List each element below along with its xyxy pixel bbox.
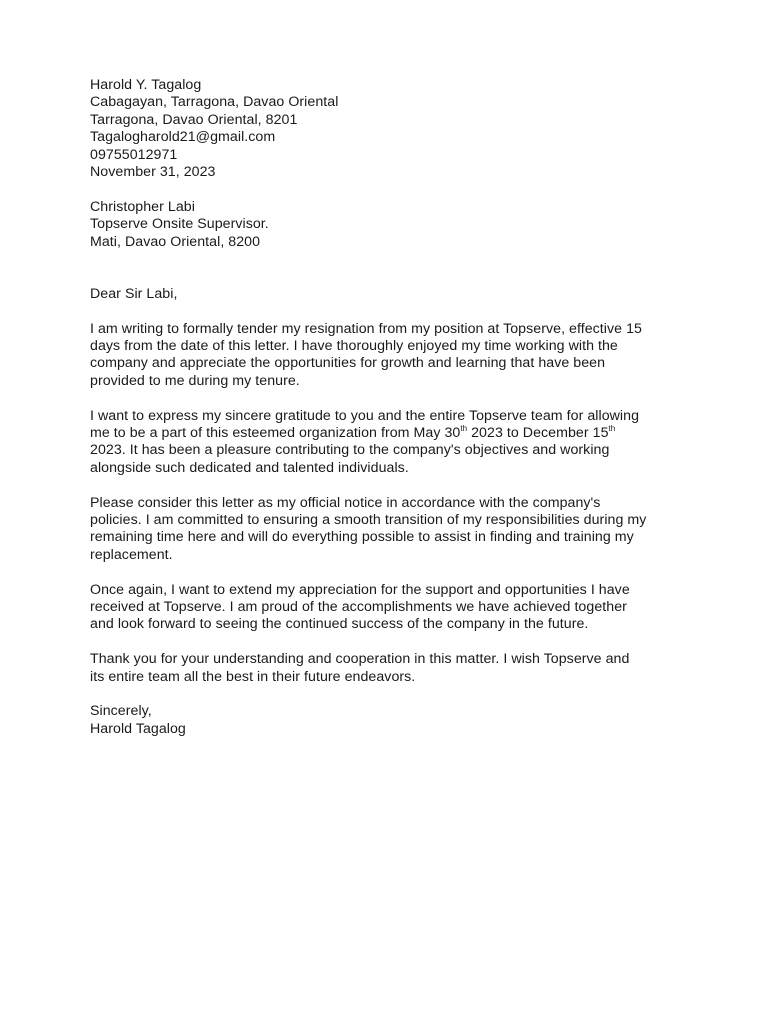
paragraph-gratitude [90, 408, 690, 478]
letter-body [90, 77, 690, 738]
recipient-title: Topserve Onsite Supervisor. [90, 216, 269, 233]
recipient-name: Christopher Labi [90, 198, 195, 215]
spacer [90, 268, 690, 285]
paragraph-appreciation [90, 582, 690, 634]
paragraph-notice [90, 495, 690, 565]
paragraph-line: provided to me during my tenure. [90, 372, 300, 389]
text-fragment: 2023 to December 15 [467, 425, 609, 442]
salutation-text: Dear Sir Labi, [90, 285, 178, 302]
paragraph-line: days from the date of this letter. I have thoroughly enjoyed my time working with the [90, 338, 618, 355]
signature-name: Harold Tagalog [90, 720, 186, 737]
paragraph-line: its entire team all the best in their future endeavors. [90, 668, 416, 685]
paragraph-line: Thank you for your understanding and cooperation in this matter. I wish Topserve and [90, 651, 630, 668]
spacer [90, 303, 690, 320]
sender-block [90, 77, 690, 181]
paragraph-line: I want to express my sincere gratitude to you and the entire Topserve team for allowing [90, 407, 640, 424]
salutation [90, 286, 690, 303]
ordinal-suffix: th [608, 424, 616, 434]
recipient-address: Mati, Davao Oriental, 8200 [90, 233, 261, 250]
paragraph-thanks [90, 651, 690, 686]
spacer [90, 564, 690, 581]
paragraph-line: alongside such dedicated and talented individuals. [90, 459, 409, 476]
text-fragment: me to be a part of this esteemed organization from May 30 [90, 425, 461, 442]
letter-date: November 31, 2023 [90, 164, 216, 181]
paragraph-line: policies. I am committed to ensuring a smooth transition of my responsibilities during my [90, 512, 647, 529]
sender-email: Tagalogharold21@gmail.com [90, 129, 276, 146]
paragraph-resignation [90, 321, 690, 391]
paragraph-line: received at Topserve. I am proud of the accomplishments we have achieved together [90, 599, 627, 616]
closing-text: Sincerely, [90, 703, 152, 720]
paragraph-line: company and appreciate the opportunities for growth and learning that have been [90, 355, 606, 372]
paragraph-line: 2023. It has been a pleasure contributing to the company's objectives and working [90, 442, 610, 459]
paragraph-line: Please consider this letter as my official notice in accordance with the company's [90, 494, 601, 511]
spacer [90, 634, 690, 651]
paragraph-line: I am writing to formally tender my resignation from my position at Topserve, effective 15 [90, 320, 642, 337]
spacer [90, 390, 690, 407]
paragraph-line [90, 425, 690, 442]
sender-name: Harold Y. Tagalog [90, 77, 202, 93]
spacer [90, 477, 690, 494]
ordinal-suffix: th [460, 424, 468, 434]
recipient-block [90, 199, 690, 251]
spacer [90, 686, 690, 703]
closing-block [90, 703, 690, 738]
sender-phone: 09755012971 [90, 146, 178, 163]
spacer [90, 181, 690, 198]
paragraph-line: and look forward to seeing the continued success of the company in the future. [90, 616, 589, 633]
sender-address-line2: Tarragona, Davao Oriental, 8201 [90, 111, 298, 128]
spacer [90, 251, 690, 268]
paragraph-line: replacement. [90, 546, 173, 563]
sender-address-line1: Cabagayan, Tarragona, Davao Oriental [90, 94, 339, 111]
paragraph-line: Once again, I want to extend my appreciation for the support and opportunities I have [90, 581, 630, 598]
paragraph-line: remaining time here and will do everything possible to assist in finding and training my [90, 529, 634, 546]
